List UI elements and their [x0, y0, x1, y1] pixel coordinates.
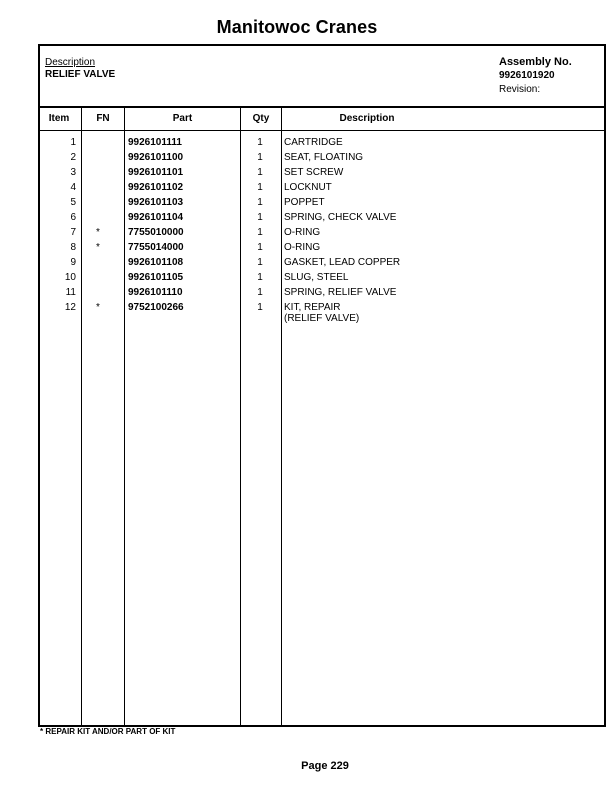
assembly-number-caption: Assembly No. — [499, 56, 572, 68]
description-caption: Description — [45, 57, 96, 68]
page-number: Page 229 — [301, 760, 349, 772]
item-number: 12 — [64, 302, 76, 313]
part-description: SLUG, STEEL — [284, 272, 349, 283]
table-row — [40, 271, 604, 286]
column-header-description: Description — [339, 113, 395, 124]
part-number: 7755010000 — [128, 227, 184, 238]
quantity: 1 — [257, 182, 263, 193]
quantity: 1 — [257, 212, 263, 223]
part-number: 9926101100 — [128, 152, 184, 163]
parts-table-body — [40, 136, 604, 323]
part-description: O-RING — [284, 227, 321, 238]
item-number: 11 — [65, 287, 76, 298]
part-description: SET SCREW — [284, 167, 344, 178]
table-row — [40, 181, 604, 196]
repair-kit-footnote: * REPAIR KIT AND/OR PART OF KIT — [40, 727, 176, 736]
part-number: 7755014000 — [128, 242, 184, 253]
quantity: 1 — [257, 227, 263, 238]
table-row — [40, 286, 604, 301]
table-row — [40, 166, 604, 181]
assembly-description: RELIEF VALVE — [45, 69, 116, 80]
column-header-item: Item — [48, 113, 70, 124]
part-description: O-RING — [284, 242, 321, 253]
table-row — [40, 301, 604, 323]
part-number: 9926101104 — [128, 212, 184, 223]
part-description-continued: (RELIEF VALVE) — [284, 313, 360, 324]
quantity: 1 — [257, 167, 263, 178]
table-row — [40, 196, 604, 211]
column-header-part: Part — [172, 113, 193, 124]
fn-marker: * — [96, 302, 100, 313]
part-number: 9926101102 — [128, 182, 184, 193]
part-number: 9926101111 — [128, 137, 182, 148]
part-number: 9926101105 — [128, 272, 184, 283]
table-row — [40, 151, 604, 166]
part-description: KIT, REPAIR — [284, 302, 341, 313]
parts-list-frame — [38, 44, 606, 727]
fn-marker: * — [96, 242, 100, 253]
item-number: 3 — [70, 167, 76, 178]
part-description: SPRING, RELIEF VALVE — [284, 287, 397, 298]
part-number: 9926101110 — [128, 287, 183, 298]
item-number: 8 — [70, 242, 76, 253]
item-number: 1 — [70, 137, 76, 148]
part-number: 9752100266 — [128, 302, 184, 313]
item-number: 5 — [70, 197, 76, 208]
document-title: Manitowoc Cranes — [216, 17, 378, 37]
quantity: 1 — [257, 197, 263, 208]
table-row — [40, 211, 604, 226]
item-number: 6 — [70, 212, 76, 223]
item-number: 4 — [70, 182, 76, 193]
part-description: SPRING, CHECK VALVE — [284, 212, 397, 223]
part-description: CARTRIDGE — [284, 137, 343, 148]
table-row — [40, 226, 604, 241]
fn-marker: * — [96, 227, 100, 238]
item-number: 2 — [70, 152, 76, 163]
part-number: 9926101101 — [128, 167, 184, 178]
quantity: 1 — [257, 272, 263, 283]
item-number: 10 — [64, 272, 76, 283]
quantity: 1 — [257, 152, 263, 163]
revision-caption: Revision: — [499, 84, 541, 95]
part-number: 9926101103 — [128, 197, 184, 208]
column-header-fn: FN — [96, 113, 110, 124]
quantity: 1 — [257, 137, 263, 148]
quantity: 1 — [257, 257, 263, 268]
table-row — [40, 256, 604, 271]
column-header-qty: Qty — [252, 113, 270, 124]
part-description: POPPET — [284, 197, 325, 208]
assembly-header — [40, 46, 604, 108]
part-description: LOCKNUT — [284, 182, 332, 193]
quantity: 1 — [257, 302, 263, 313]
quantity: 1 — [257, 287, 263, 298]
assembly-number: 9926101920 — [499, 70, 555, 81]
part-description-block — [284, 302, 359, 324]
item-number: 9 — [70, 257, 76, 268]
part-number: 9926101108 — [128, 257, 184, 268]
item-number: 7 — [70, 227, 76, 238]
part-description: SEAT, FLOATING — [284, 152, 364, 163]
table-row — [40, 241, 604, 256]
part-description: GASKET, LEAD COPPER — [284, 257, 401, 268]
table-row — [40, 136, 604, 151]
quantity: 1 — [257, 242, 263, 253]
